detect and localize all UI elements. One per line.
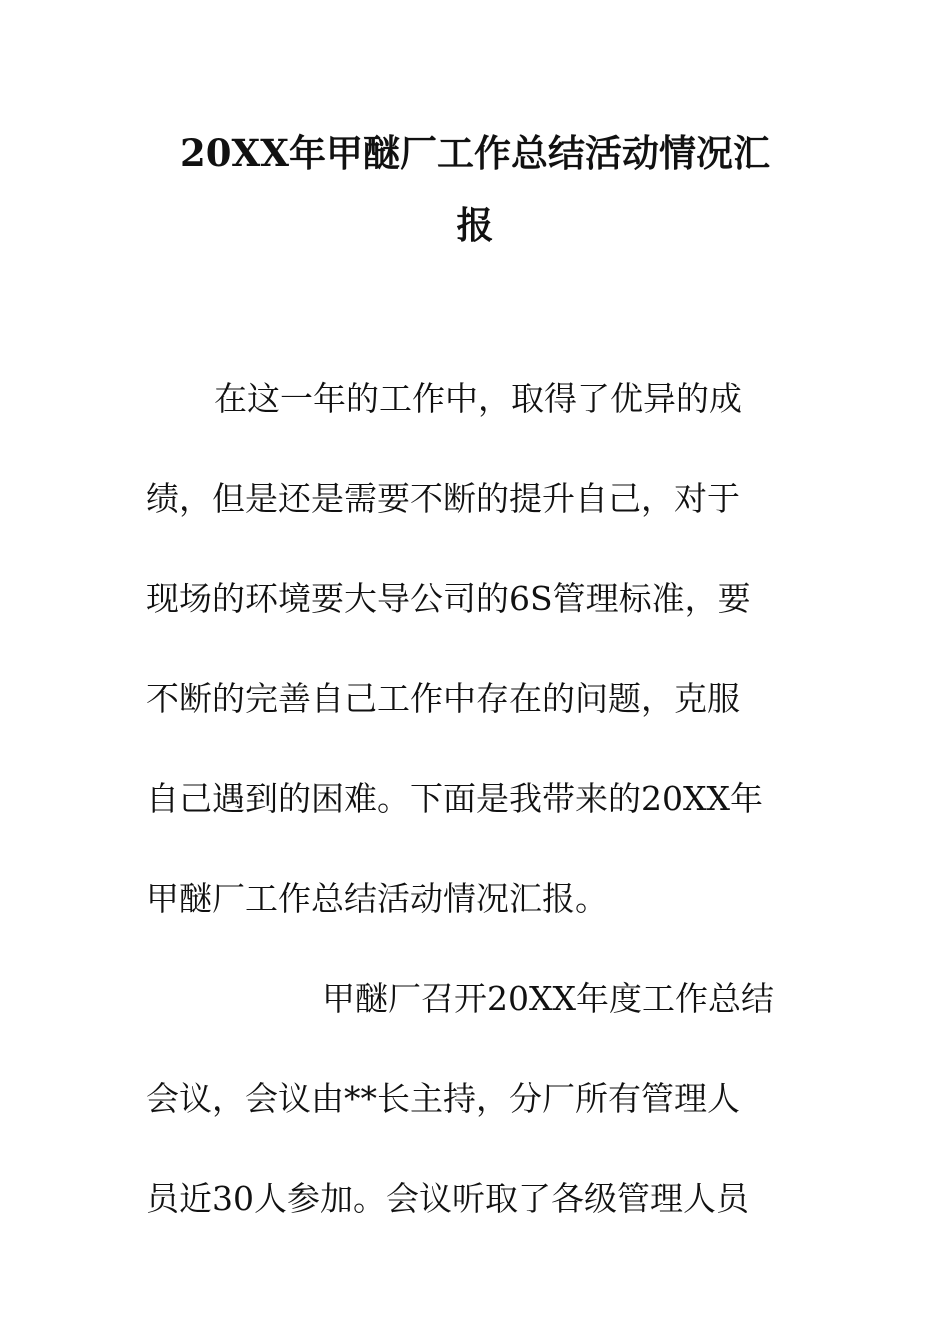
body-line-2: 绩，但是还是需要不断的提升自己，对于 <box>146 479 740 518</box>
document-title-line-1: 20XX年甲醚厂工作总结活动情况汇 <box>180 131 770 175</box>
document-title-line-2: 报 <box>456 203 494 247</box>
body-line-9: 员近30人参加。会议听取了各级管理人员 <box>146 1179 749 1218</box>
body-line-5: 自己遇到的困难。下面是我带来的20XX年 <box>146 779 763 818</box>
body-line-6: 甲醚厂工作总结活动情况汇报。 <box>146 879 608 918</box>
body-line-1: 在这一年的工作中，取得了优异的成 <box>214 379 742 418</box>
body-line-7: 甲醚厂召开20XX年度工作总结 <box>322 979 774 1018</box>
body-line-8: 会议，会议由**长主持，分厂所有管理人 <box>146 1079 740 1118</box>
body-line-4: 不断的完善自己工作中存在的问题，克服 <box>146 679 740 718</box>
body-line-3: 现场的环境要大导公司的6S管理标准，要 <box>146 579 751 618</box>
